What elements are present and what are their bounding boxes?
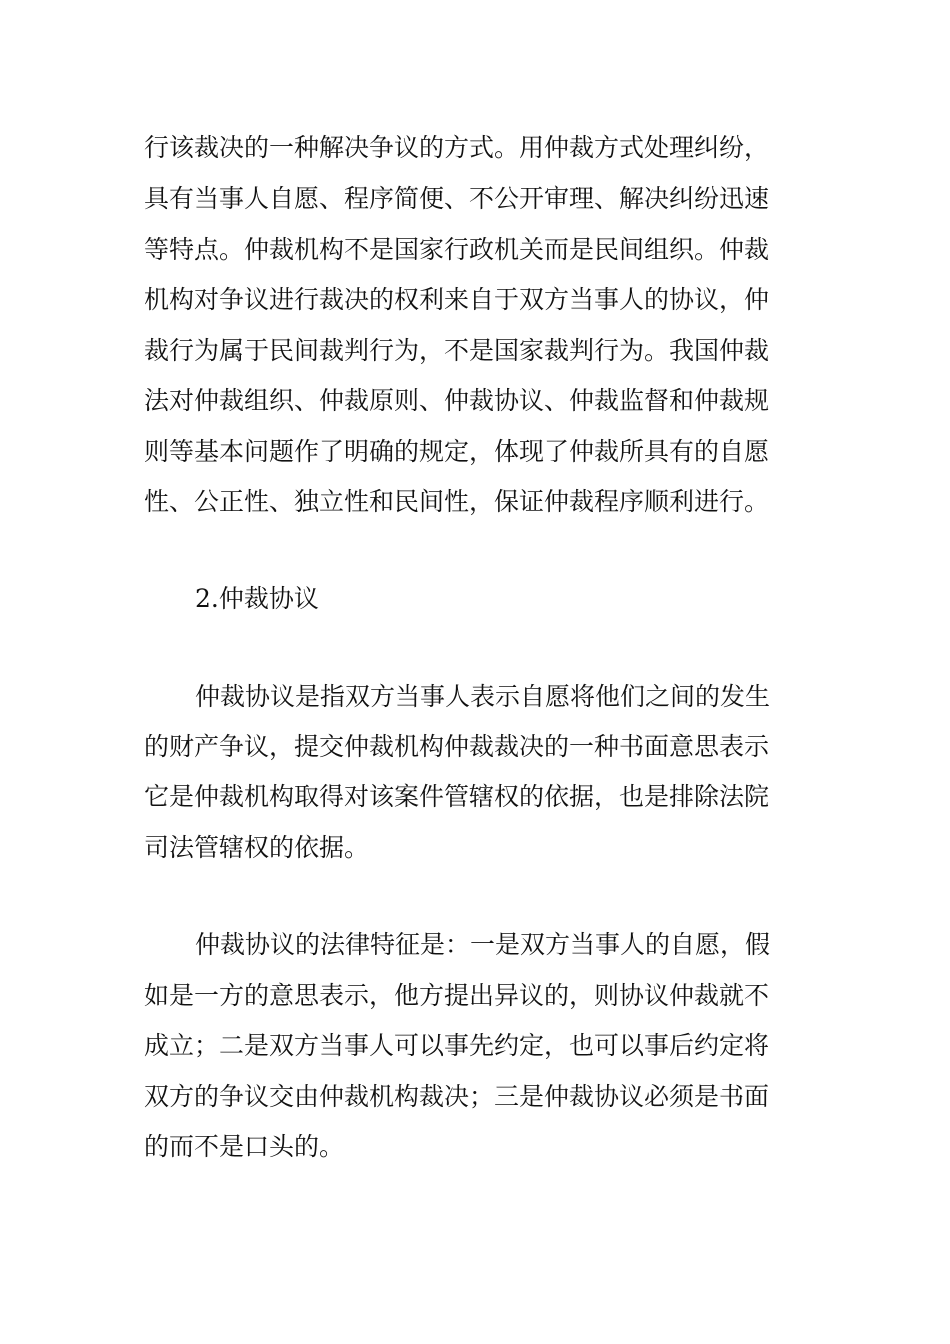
paragraph-line: 法对仲裁组织、仲裁原则、仲裁协议、仲裁监督和仲裁规 xyxy=(144,386,770,415)
paragraph-line: 它是仲裁机构取得对该案件管辖权的依据，也是排除法院 xyxy=(144,782,770,811)
paragraph-line: 仲裁协议是指双方当事人表示自愿将他们之间的发生 xyxy=(195,682,771,711)
paragraph-line: 行该裁决的一种解决争议的方式。用仲裁方式处理纠纷， xyxy=(144,133,770,162)
paragraph-line: 等特点。仲裁机构不是国家行政机关而是民间组织。仲裁 xyxy=(144,235,770,264)
paragraph-line: 裁行为属于民间裁判行为，不是国家裁判行为。我国仲裁 xyxy=(144,336,770,365)
paragraph-line: 的财产争议，提交仲裁机构仲裁裁决的一种书面意思表示 xyxy=(144,732,770,761)
paragraph-line: 具有当事人自愿、程序简便、不公开审理、解决纠纷迅速 xyxy=(144,184,770,213)
paragraph-line: 仲裁协议的法律特征是：一是双方当事人的自愿，假 xyxy=(195,930,771,959)
section-heading: 2.仲裁协议 xyxy=(195,584,319,613)
paragraph-line: 成立；二是双方当事人可以事先约定，也可以事后约定将 xyxy=(144,1031,770,1060)
paragraph-line: 如是一方的意思表示，他方提出异议的，则协议仲裁就不 xyxy=(144,981,770,1010)
paragraph-line: 双方的争议交由仲裁机构裁决；三是仲裁协议必须是书面 xyxy=(144,1082,770,1111)
paragraph-line: 机构对争议进行裁决的权利来自于双方当事人的协议，仲 xyxy=(144,285,770,314)
paragraph-line: 的而不是口头的。 xyxy=(144,1132,345,1161)
paragraph-line: 司法管辖权的依据。 xyxy=(144,833,370,862)
paragraph-line: 性、公正性、独立性和民间性，保证仲裁程序顺利进行。 xyxy=(144,487,770,516)
paragraph-line: 则等基本问题作了明确的规定，体现了仲裁所具有的自愿 xyxy=(144,437,770,466)
